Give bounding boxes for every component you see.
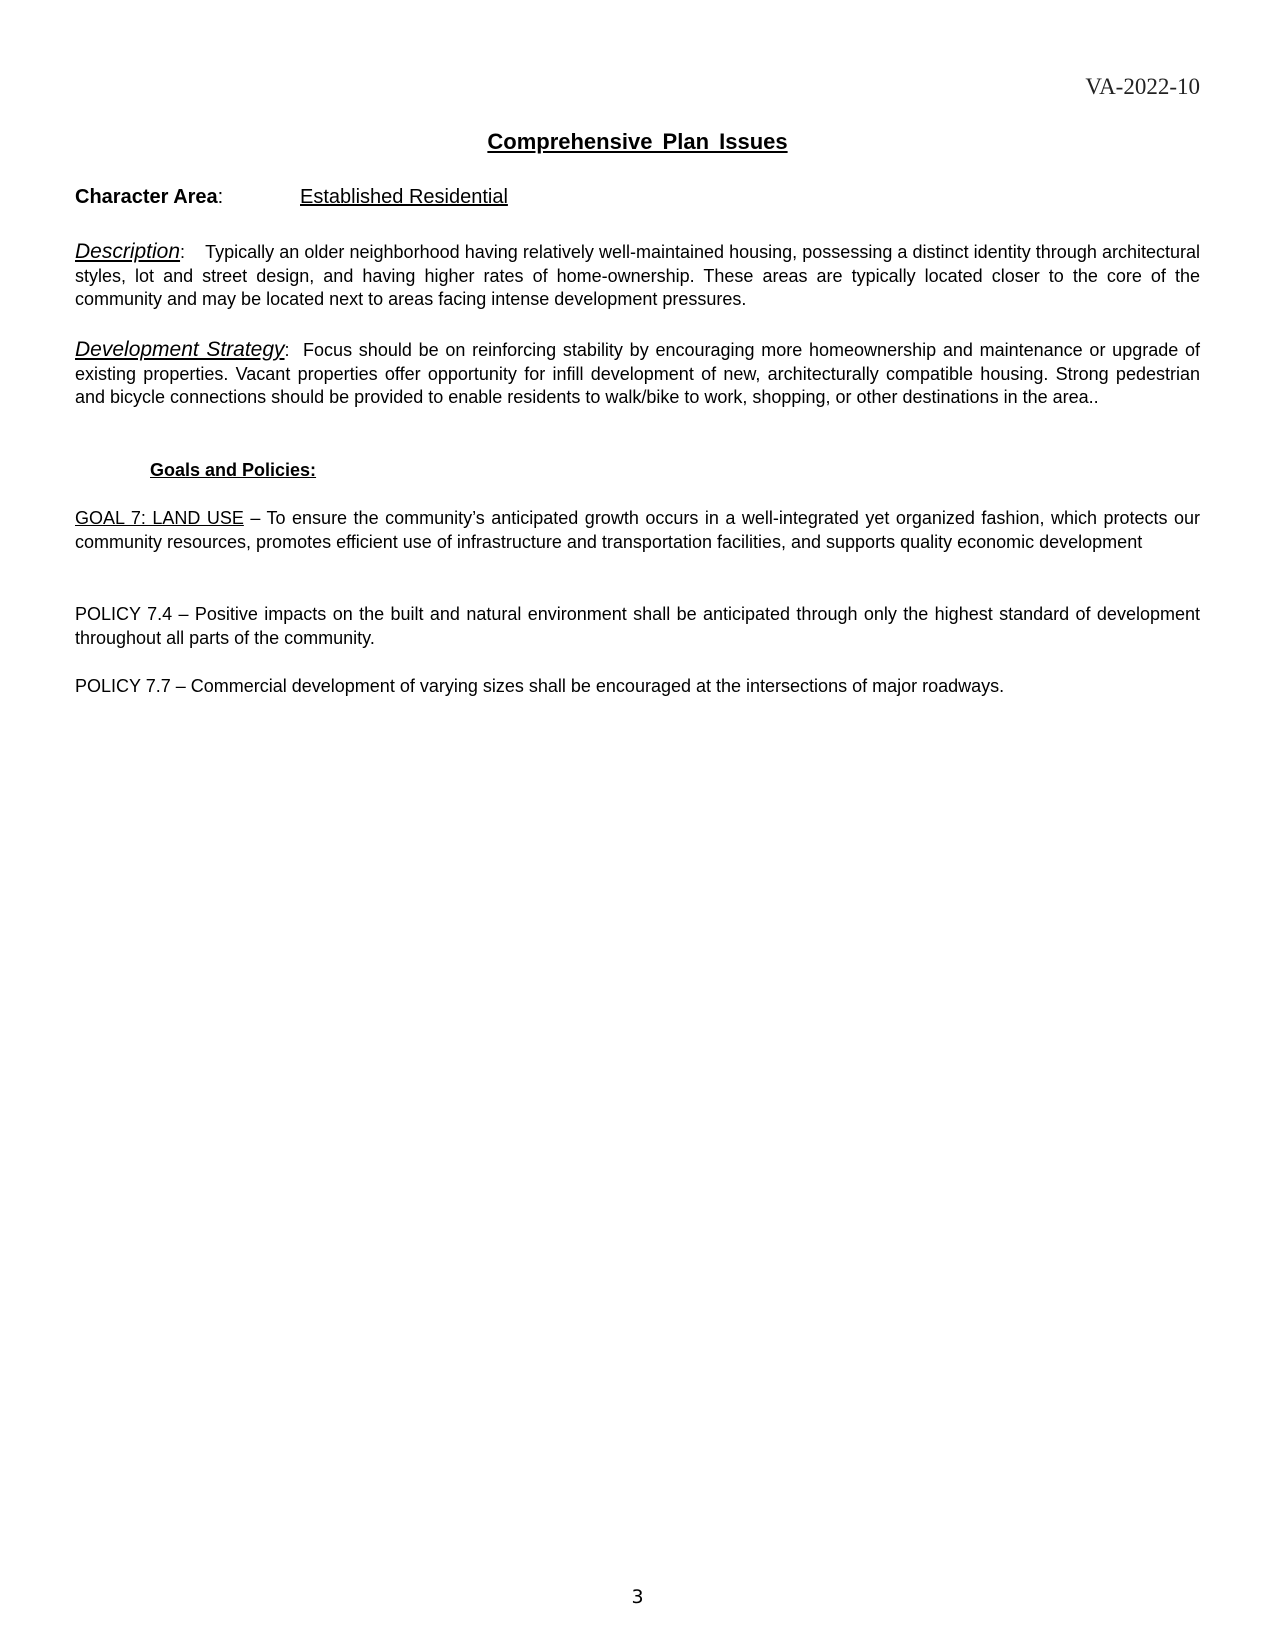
goal-label: GOAL 7: LAND USE — [75, 508, 244, 528]
goal-text: – To ensure the community’s anticipated growth occurs in a well-integrated yet organized fashion, which protects our community resources, promotes efficient use of infrastructure and transportation facilities, and supports quality economic development — [75, 508, 1200, 552]
development-strategy-paragraph — [75, 338, 1200, 410]
goals-policies-heading: Goals and Policies: — [150, 460, 317, 480]
description-paragraph — [75, 240, 1200, 312]
character-area-colon: : — [217, 186, 224, 208]
development-strategy-text: Focus should be on reinforcing stability by encouraging more homeownership and maintenance or upgrade of existing properties. Vacant properties offer opportunity for infill development of new, architecturally compatible housing. Strong pedestrian and bicycle connections should be provided to enable residents to walk/bike to work, shopping, or other destinations in the area.. — [75, 340, 1200, 407]
page-title: Comprehensive Plan Issues — [487, 129, 788, 154]
policy-paragraph: POLICY 7.7 – Commercial development of varying sizes shall be encouraged at the intersections of major roadways. — [75, 676, 1005, 696]
description-text: Typically an older neighborhood having relatively well-maintained housing, possessing a distinct identity through architectural styles, lot and street design, and having higher rates of home-ownership. These areas are typically located closer to the core of the community and may be located next to areas facing intense development pressures. — [75, 242, 1200, 309]
goal-paragraph — [75, 507, 1200, 554]
description-colon: : — [180, 242, 186, 262]
page-number: 3 — [631, 1586, 644, 1608]
development-strategy-label: Development Strategy — [75, 338, 285, 361]
development-strategy-colon: : — [284, 340, 290, 360]
description-label: Description — [75, 240, 181, 263]
character-area-label: Character Area — [75, 186, 218, 208]
policy-paragraph: POLICY 7.4 – Positive impacts on the built and natural environment shall be anticipated through only the highest standard of development throughout all parts of the community. — [75, 604, 1200, 648]
character-area-value: Established Residential — [300, 186, 508, 208]
character-area-line — [75, 186, 508, 209]
document-id: VA-2022-10 — [1085, 74, 1200, 99]
